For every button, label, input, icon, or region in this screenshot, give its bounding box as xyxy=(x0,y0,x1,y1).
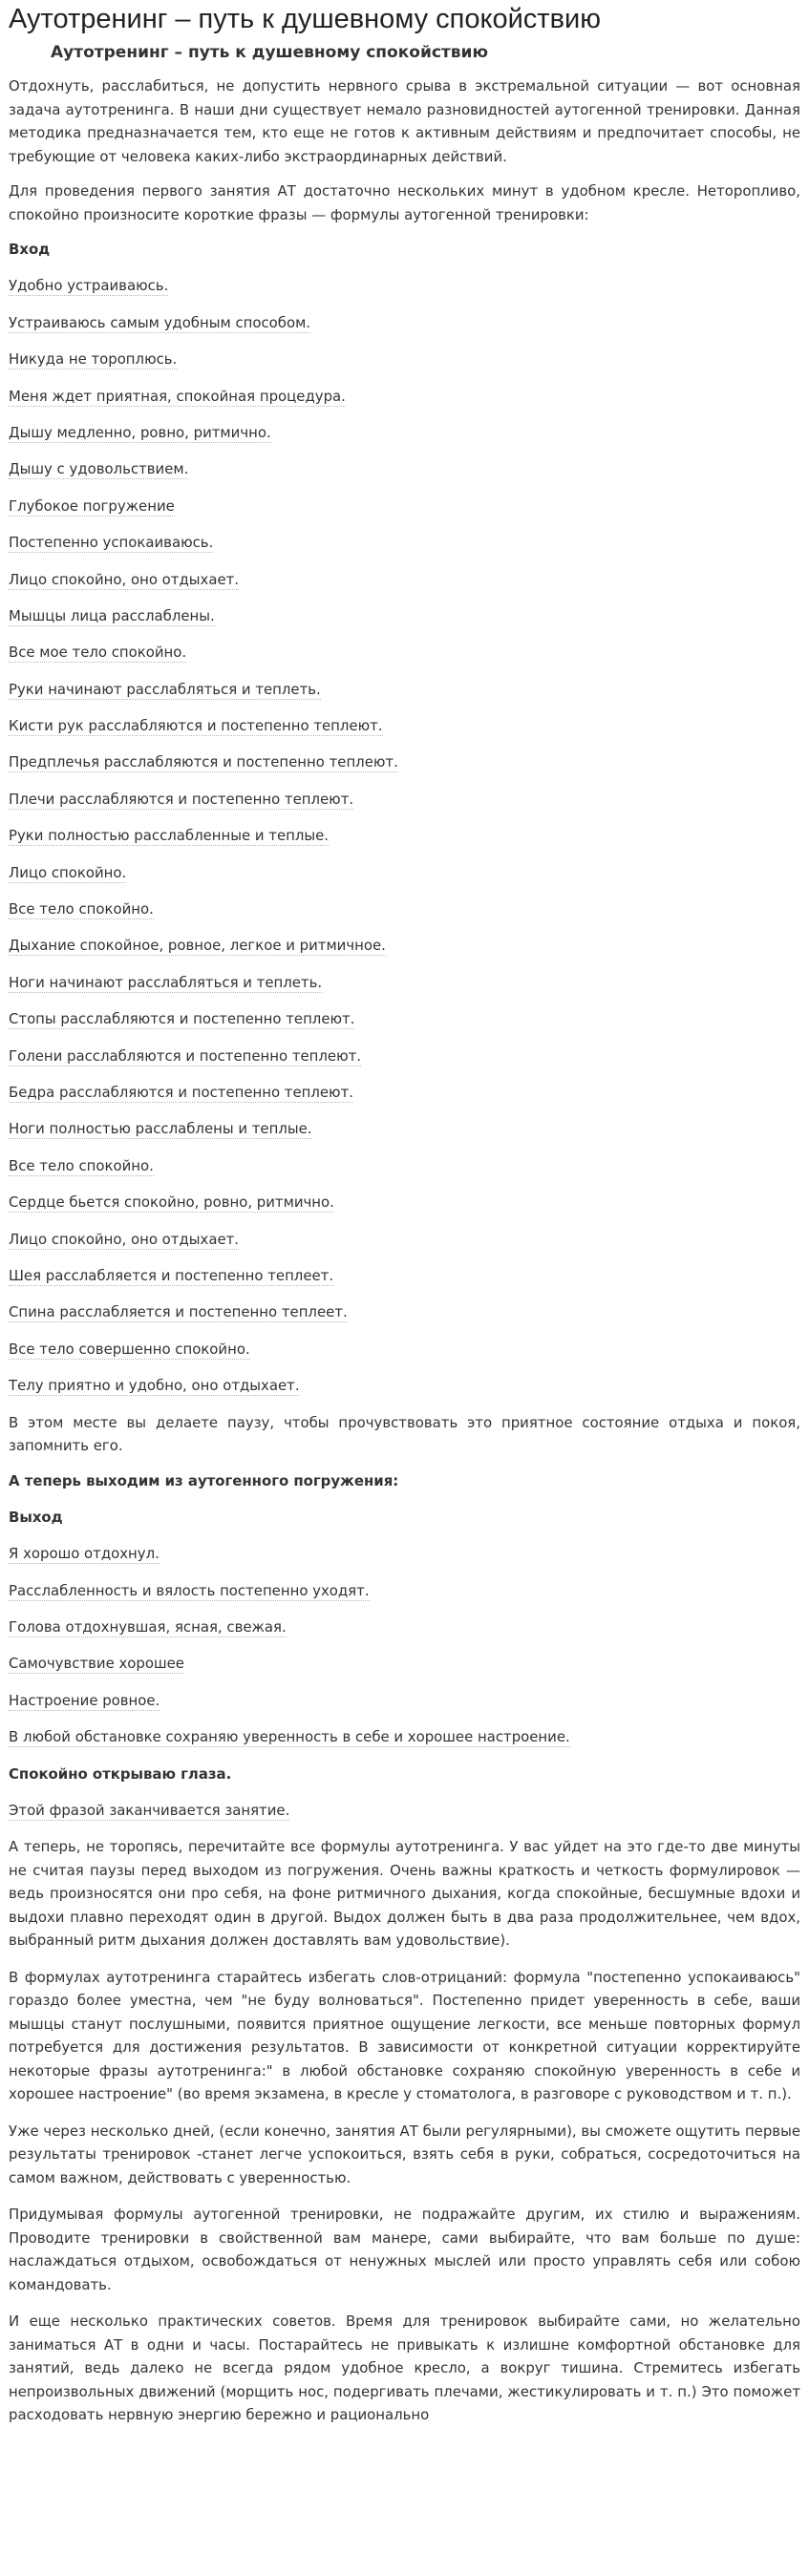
pause-paragraph: В этом месте вы делаете паузу, чтобы прочувствовать это приятное состояние отдыха и покоя, запомнить его. xyxy=(9,1413,800,1454)
intro-paragraph-2: Для проведения первого занятия АТ достаточно нескольких минут в удобном кресле. Неторопливо, спокойно произносите короткие фразы — формулы аутогенной тренировки: xyxy=(9,182,800,223)
exit-phrase: Самочувствие хорошее xyxy=(9,1655,184,1673)
entry-phrase: Сердце бьется спокойно, ровно, ритмично. xyxy=(9,1193,334,1212)
closing-phrase: Этой фразой заканчивается занятие. xyxy=(9,1802,290,1820)
entry-phrase: Кисти рук расслабляются и постепенно теплеют. xyxy=(9,717,383,735)
advice-paragraph-2: В формулах аутотренинга старайтесь избегать слов-отрицаний: формула "постепенно успокаиваюсь" гораздо более уместна, чем "не буду волноваться". Постепенно придет уверенность в себе, ваши мышцы станут послушными, появится приятное ощущение легкости, все меньше повторных формул потребуется для достижения результатов. В зависимости от конкретной ситуации корректируйте некоторые фразы аутотренинга:" в любой обстановке сохраняю спокойную уверенность в себе и хорошее настроение" (во время экзамена, в кресле у стоматолога, в разговоре с руководством и т. п.). xyxy=(9,1968,800,2103)
exit-phrase: Настроение ровное. xyxy=(9,1691,160,1709)
entry-phrase: Все тело спокойно. xyxy=(9,900,154,918)
entry-phrase: Глубокое погружение xyxy=(9,496,175,515)
entry-phrase: Руки полностью расслабленные и теплые. xyxy=(9,827,330,845)
entry-phrase: Лицо спокойно, оно отдыхает. xyxy=(9,570,240,588)
entry-phrase: Стопы расслабляются и постепенно теплеют. xyxy=(9,1010,355,1028)
entry-phrase: Бедра расслабляются и постепенно теплеют. xyxy=(9,1083,354,1101)
entry-phrase: Лицо спокойно. xyxy=(9,863,127,881)
entry-phrase: Плечи расслабляются и постепенно теплеют. xyxy=(9,790,354,808)
entry-phrase: Удобно устраиваюсь. xyxy=(9,277,169,295)
article-body xyxy=(9,74,800,2427)
entry-phrase: Все мое тело спокойно. xyxy=(9,644,187,662)
advice-paragraph-1: А теперь, не торопясь, перечитайте все формулы аутотренинга. У вас уйдет на это где-то две минуты не считая паузы перед выходом из погружения. Очень важны краткость и четкость формулировок — ведь произносятся они про себя, на фоне ритмичного дыхания, когда спокойные, бесшумные вдохи и выдохи плавно переходят один в другой. Выдох должен быть в два раза продолжительнее, чем вдох, выбранный ритм дыхания должен доставлять вам удовольствие). xyxy=(9,1838,800,1950)
entry-heading: Вход xyxy=(9,241,51,258)
entry-phrase: Меня ждет приятная, спокойная процедура. xyxy=(9,387,346,405)
page-title: Аутотренинг – путь к душевному спокойствию xyxy=(9,4,601,34)
entry-phrase: Телу приятно и удобно, оно отдыхает. xyxy=(9,1377,300,1395)
entry-phrase: Руки начинают расслабляться и теплеть. xyxy=(9,680,321,698)
intro-paragraph-1: Отдохнуть, расслабиться, не допустить нервного срыва в экстремальной ситуации — вот основная задача аутотренинга. В наши дни существует немало разновидностей аутогенной тренировки. Данная методика предназначается тем, кто еще не готов к активным действиям и предпочитает способы, не требующие от человека каких-либо экстраординарных действий. xyxy=(9,77,800,165)
exit-phrase: Голова отдохнувшая, ясная, свежая. xyxy=(9,1618,287,1636)
entry-phrase-list xyxy=(9,274,800,1410)
entry-phrase: Ноги полностью расслаблены и теплые. xyxy=(9,1120,312,1138)
entry-phrase: Дышу медленно, ровно, ритмично. xyxy=(9,423,271,441)
entry-phrase: Дыхание спокойное, ровное, легкое и ритмичное. xyxy=(9,937,386,955)
exit-heading: Выход xyxy=(9,1508,63,1526)
entry-phrase: Голени расслабляются и постепенно теплеют. xyxy=(9,1046,362,1065)
entry-phrase: Спина расслабляется и постепенно теплеет. xyxy=(9,1303,348,1321)
entry-phrase: Все тело совершенно спокойно. xyxy=(9,1340,250,1358)
entry-phrase: Шея расслабляется и постепенно теплеет. xyxy=(9,1266,334,1284)
entry-phrase: Лицо спокойно, оно отдыхает. xyxy=(9,1230,240,1248)
entry-phrase: Мышцы лица расслаблены. xyxy=(9,606,215,624)
advice-paragraph-5: И еще несколько практических советов. Время для тренировок выбирайте сами, но желательно заниматься АТ в одни и часы. Постарайтесь не привыкать к излишне комфортной обстановке для занятий, ведь далеко не всегда рядом удобное кресло, а вокруг тишина. Стремитесь избегать непроизвольных движений (морщить нос, подергивать плечами, жестикулировать и т. п.) Это поможет расходовать нервную энергию бережно и рационально xyxy=(9,2312,800,2424)
entry-phrase: Устраиваюсь самым удобным способом. xyxy=(9,313,311,331)
exit-intro: А теперь выходим из аутогенного погружения: xyxy=(9,1471,399,1489)
article-subtitle: Аутотренинг – путь к душевному спокойствию xyxy=(51,43,488,62)
exit-phrase: Я хорошо отдохнул. xyxy=(9,1545,160,1563)
entry-phrase: Все тело спокойно. xyxy=(9,1156,154,1174)
entry-phrase: Ноги начинают расслабляться и теплеть. xyxy=(9,973,323,991)
entry-phrase: Дышу с удовольствием. xyxy=(9,460,189,478)
entry-phrase: Никуда не тороплюсь. xyxy=(9,350,178,369)
exit-phrase-list xyxy=(9,1542,800,1762)
advice-paragraph-4: Придумывая формулы аутогенной тренировки, не подражайте другим, их стилю и выражениям. Проводите тренировки в свойственной вам манере, сами выбирайте, что вам больше по душе: наслаждаться отдыхом, освобождаться от ненужных мыслей или просто управлять себя или собою командовать. xyxy=(9,2206,800,2293)
entry-phrase: Предплечья расслабляются и постепенно теплеют. xyxy=(9,753,398,771)
exit-phrase: Расслабленность и вялость постепенно уходят. xyxy=(9,1581,370,1599)
entry-phrase: Постепенно успокаиваюсь. xyxy=(9,534,214,552)
advice-paragraph-3: Уже через несколько дней, (если конечно, занятия АТ были регулярными), вы сможете ощутить первые результаты тренировок -станет легче успокоиться, взять себя в руки, собраться, сосредоточиться на самом важном, действовать с уверенностью. xyxy=(9,2122,800,2186)
open-eyes-phrase: Спокойно открываю глаза. xyxy=(9,1764,232,1783)
exit-phrase: В любой обстановке сохраняю уверенность в себе и хорошее настроение. xyxy=(9,1728,570,1746)
